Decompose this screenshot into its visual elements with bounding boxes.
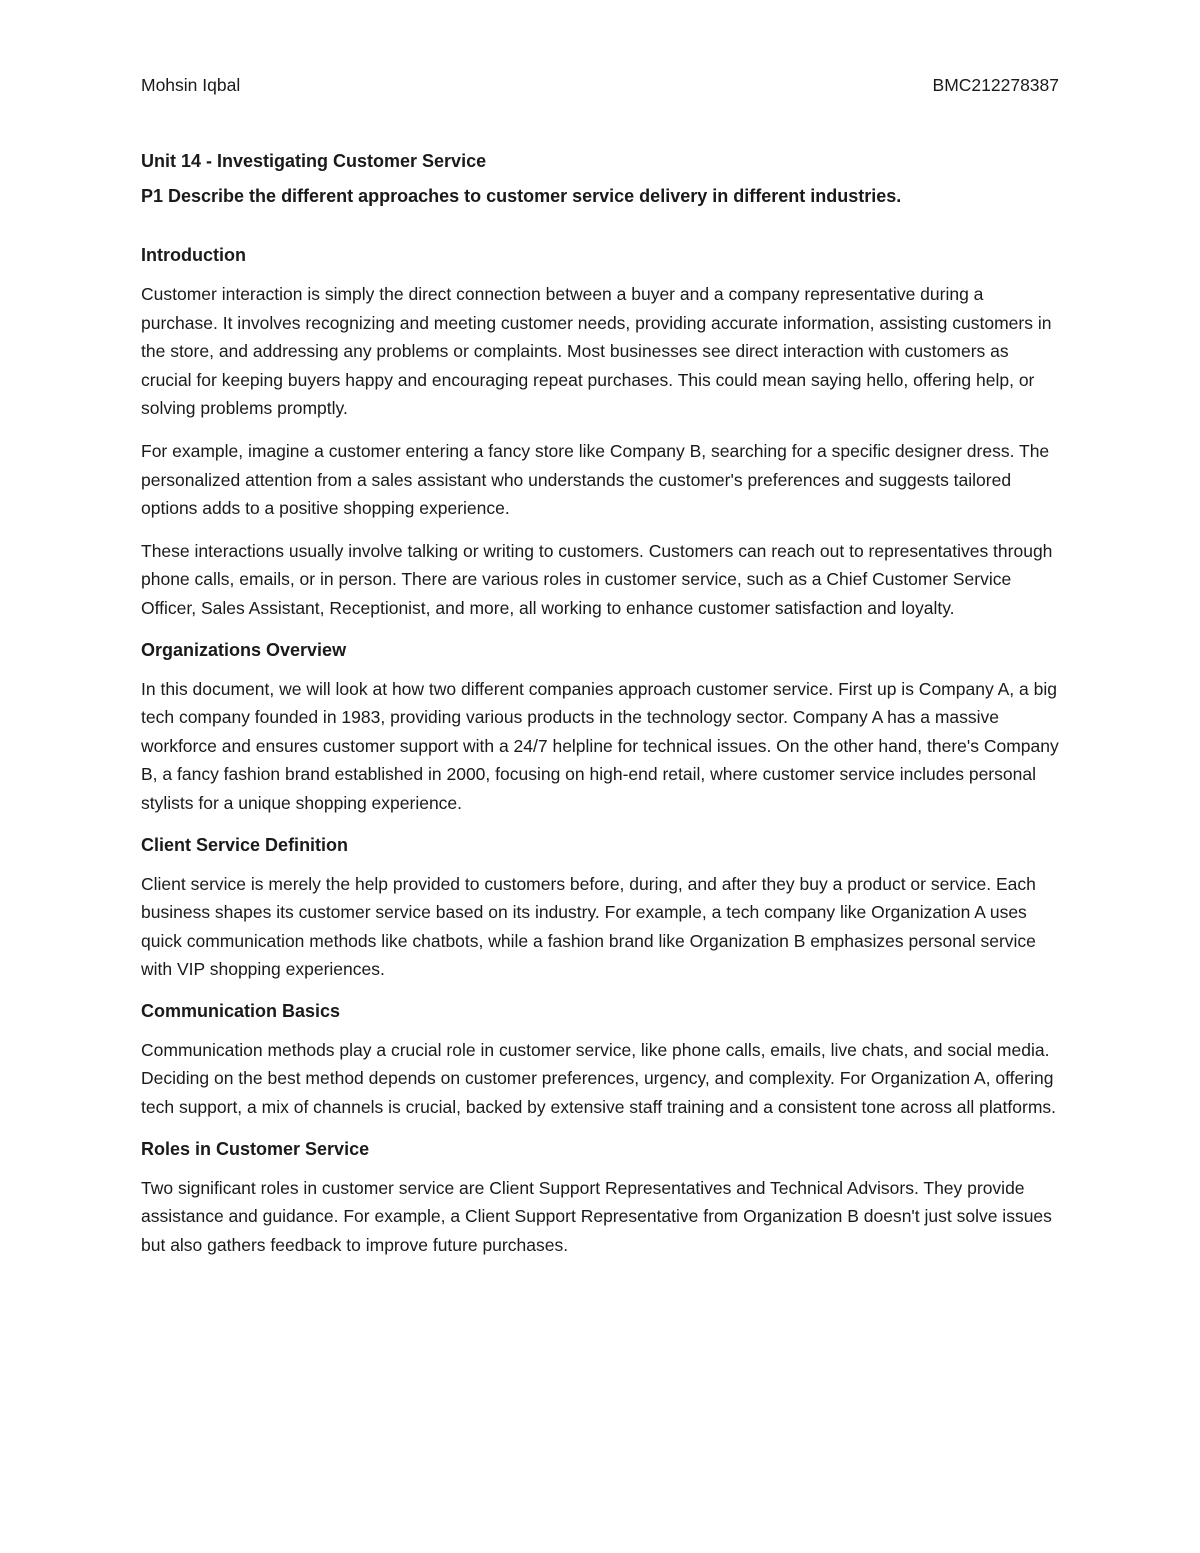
section-heading: Organizations Overview [141,639,347,660]
document-page [141,0,1059,1553]
section-heading: Client Service Definition [141,834,349,855]
paragraph: For example, imagine a customer entering a fancy store like Company B, searching for a specific designer dress. The personalized attention from a sales assistant who understands the customer's preferences and suggests tailored options adds to a positive shopping experience. [141,440,1050,519]
section-roles-in-customer-service [141,1136,1059,1260]
section-heading: Communication Basics [141,1000,341,1021]
section-communication-basics [141,998,1059,1122]
section-introduction [141,242,1059,623]
paragraph: Customer interaction is simply the direct connection between a buyer and a company representative during a purchase. It involves recognizing and meeting customer needs, providing accurate information, assisting customers in the store, and addressing any problems or complaints. Most businesses see direct interaction with customers as crucial for keeping buyers happy and encouraging repeat purchases. This could mean saying hello, offering help, or solving problems promptly. [141,284,1052,419]
paragraph: In this document, we will look at how two different companies approach customer service. First up is Company A, a big tech company founded in 1983, providing various products in the technology sector. Company A has a massive workforce and ensures customer support with a 24/7 helpline for technical issues. On the other hand, there's Company B, a fancy fashion brand established in 2000, focusing on high-end retail, where customer service includes personal stylists for a unique shopping experience. [141,678,1059,813]
document-body [141,148,1059,1259]
student-id: BMC212278387 [932,75,1059,95]
section-heading: Introduction [141,245,246,265]
paragraph: Communication methods play a crucial role in customer service, like phone calls, emails, live chats, and social media. Deciding on the best method depends on customer preferences, urgency, and complexity. For Organization A, offering tech support, a mix of channels is crucial, backed by extensive staff training and a consistent tone across all platforms. [141,1039,1057,1118]
paragraph: These interactions usually involve talking or writing to customers. Customers can reach out to representatives through phone calls, emails, or in person. There are various roles in customer service, such as a Chief Customer Service Officer, Sales Assistant, Receptionist, and more, all working to enhance customer satisfaction and loyalty. [141,540,1053,618]
section-client-service-definition [141,832,1059,984]
paragraph: Client service is merely the help provided to customers before, during, and after they buy a product or service. Each business shapes its customer service based on its industry. For example, a tech company like Organization A uses quick communication methods like chatbots, while a fashion brand like Organization B emphasizes personal service with VIP shopping experiences. [141,873,1036,980]
section-organizations-overview [141,637,1059,818]
document-title: Unit 14 - Investigating Customer Service [141,151,487,171]
page-header [141,73,1059,97]
document-subtitle: P1 Describe the different approaches to customer service delivery in different industries. [141,186,902,206]
author-name: Mohsin Iqbal [141,75,241,95]
paragraph: Two significant roles in customer service are Client Support Representatives and Technical Advisors. They provide assistance and guidance. For example, a Client Support Representative from Organization B doesn't just solve issues but also gathers feedback to improve future purchases. [141,1177,1052,1255]
section-heading: Roles in Customer Service [141,1138,370,1159]
